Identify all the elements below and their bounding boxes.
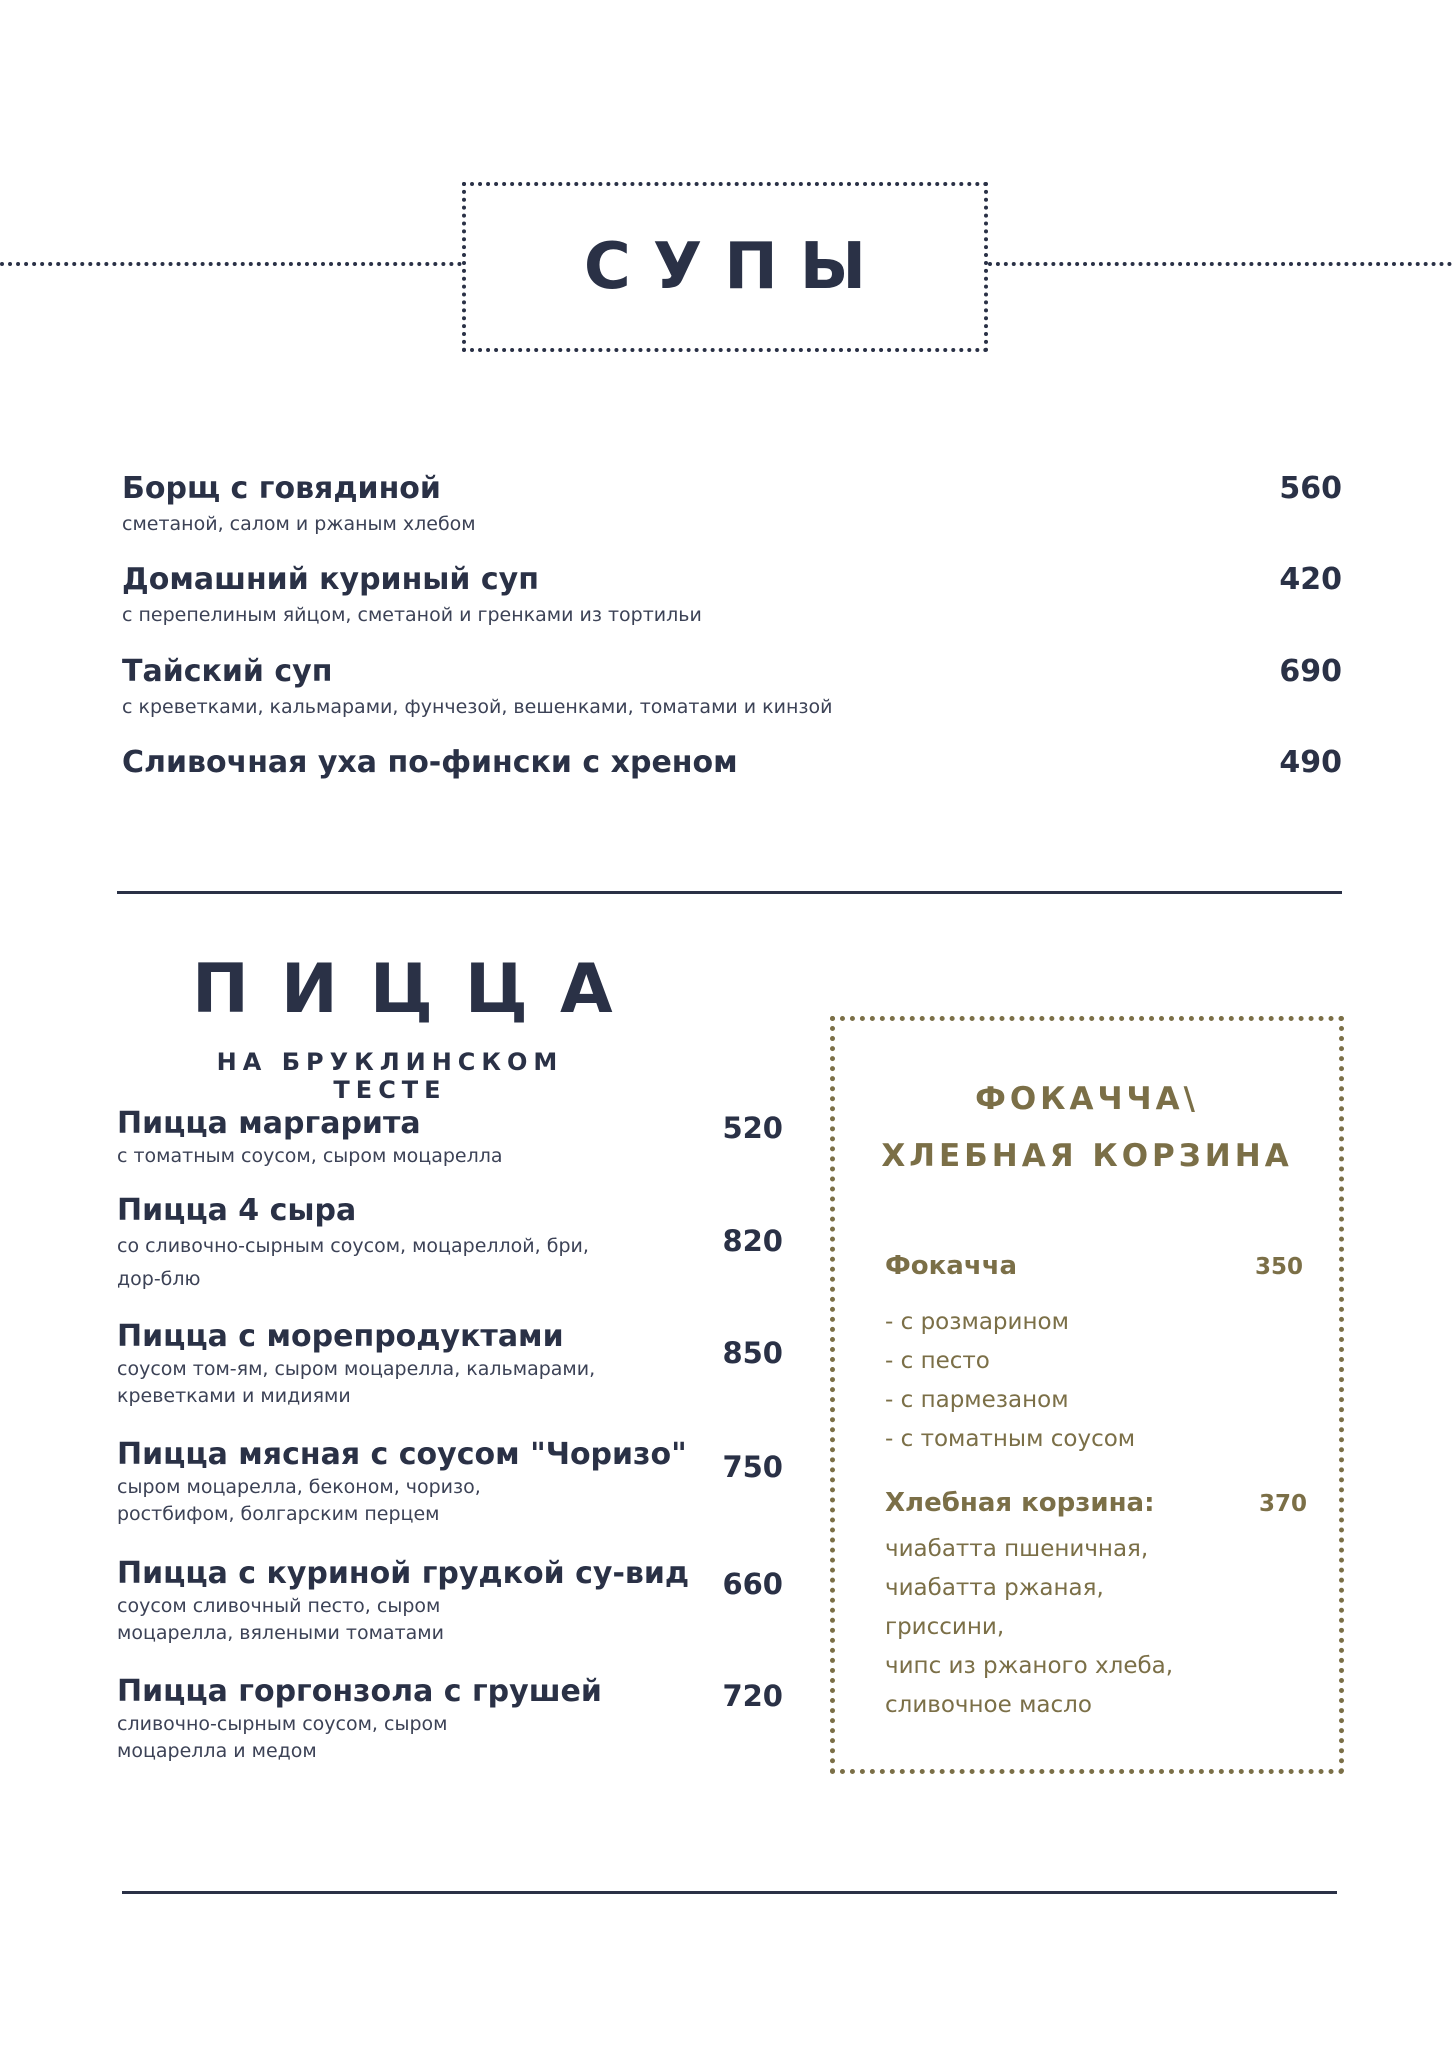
pizza-name: Пицца с куриной грудкой су-вид bbox=[117, 1556, 690, 1591]
focaccia-option: - с пармезаном bbox=[885, 1387, 1069, 1413]
soup-item bbox=[122, 744, 1342, 782]
bread-basket-option: чиабатта ржаная, bbox=[885, 1575, 1104, 1601]
soup-description: сметаной, салом и ржаным хлебом bbox=[122, 513, 476, 535]
focaccia-item-price: 350 bbox=[1255, 1254, 1304, 1280]
pizza-name: Пицца мясная с соусом "Чоризо" bbox=[117, 1437, 687, 1472]
soups-header-divider-left bbox=[0, 262, 462, 266]
pizza-item bbox=[117, 1555, 783, 1647]
focaccia-item-name: Фокачча bbox=[885, 1251, 1018, 1281]
pizza-item bbox=[117, 1105, 783, 1170]
soups-title-frame bbox=[462, 182, 988, 352]
pizza-price: 720 bbox=[722, 1679, 783, 1713]
pizza-subtitle: НА БРУКЛИНСКОМ ТЕСТЕ bbox=[216, 1048, 564, 1104]
section-divider bbox=[117, 891, 1342, 894]
pizza-name: Пицца 4 сыра bbox=[117, 1193, 357, 1228]
pizza-name: Пицца горгонзола с грушей bbox=[117, 1674, 602, 1709]
bread-basket-option: чиабатта пшеничная, bbox=[885, 1536, 1149, 1562]
soup-item bbox=[122, 470, 1342, 538]
pizza-description: сыром моцарелла, беконом, чоризо, ростбифом, болгарским перцем bbox=[117, 1476, 481, 1525]
bread-basket-option: гриссини, bbox=[885, 1614, 1005, 1640]
pizza-description: с томатным соусом, сыром моцарелла bbox=[117, 1145, 503, 1167]
soup-name: Тайский суп bbox=[122, 654, 333, 689]
pizza-price: 750 bbox=[722, 1450, 783, 1484]
pizza-item bbox=[117, 1318, 783, 1410]
pizza-description: сливочно-сырным соусом, сыром моцарелла и медом bbox=[117, 1713, 448, 1762]
bread-basket-item-name: Хлебная корзина: bbox=[885, 1488, 1155, 1518]
bread-basket-title: ХЛЕБНАЯ КОРЗИНА bbox=[881, 1138, 1293, 1174]
soup-price: 490 bbox=[1279, 745, 1342, 780]
pizza-price: 520 bbox=[722, 1111, 783, 1145]
pizza-description: соусом сливочный песто, сыром моцарелла, вялеными томатами bbox=[117, 1595, 444, 1644]
focaccia-option: - с томатным соусом bbox=[885, 1426, 1136, 1452]
soup-name: Сливочная уха по-фински с хреном bbox=[122, 745, 738, 780]
bread-basket-option: сливочное масло bbox=[885, 1692, 1092, 1718]
pizza-description: со сливочно-сырным соусом, моцареллой, бри, дор-блю bbox=[117, 1235, 589, 1290]
pizza-description: соусом том-ям, сыром моцарелла, кальмарами, креветками и мидиями bbox=[117, 1358, 596, 1407]
pizza-price: 850 bbox=[722, 1336, 783, 1370]
soup-name: Борщ с говядиной bbox=[122, 471, 441, 506]
soup-description: с перепелиным яйцом, сметаной и гренками из тортильи bbox=[122, 604, 702, 626]
soups-header-divider-right bbox=[988, 262, 1452, 266]
soup-name: Домашний куриный суп bbox=[122, 562, 539, 597]
soup-item bbox=[122, 561, 1342, 629]
pizza-title: ПИЦЦА bbox=[192, 950, 645, 1029]
soup-description: с креветками, кальмарами, фунчезой, вешенками, томатами и кинзой bbox=[122, 696, 833, 718]
pizza-price: 660 bbox=[722, 1567, 783, 1601]
pizza-item bbox=[117, 1436, 783, 1528]
soup-item bbox=[122, 653, 1342, 721]
focaccia-title: ФОКАЧЧА\ bbox=[975, 1081, 1199, 1117]
pizza-price: 820 bbox=[722, 1224, 783, 1258]
soups-title: СУПЫ bbox=[583, 230, 889, 304]
soup-price: 560 bbox=[1279, 471, 1342, 506]
pizza-name: Пицца маргарита bbox=[117, 1106, 421, 1141]
pizza-item bbox=[117, 1192, 783, 1296]
pizza-name: Пицца с морепродуктами bbox=[117, 1319, 564, 1354]
footer-divider bbox=[122, 1891, 1337, 1894]
focaccia-option: - с песто bbox=[885, 1348, 990, 1374]
focaccia-option: - с розмарином bbox=[885, 1309, 1069, 1335]
bread-basket-item-price: 370 bbox=[1259, 1491, 1308, 1517]
soup-price: 420 bbox=[1279, 562, 1342, 597]
soup-price: 690 bbox=[1279, 654, 1342, 689]
pizza-item bbox=[117, 1673, 783, 1765]
bread-basket-option: чипс из ржаного хлеба, bbox=[885, 1653, 1174, 1679]
focaccia-frame bbox=[830, 1016, 1344, 1774]
